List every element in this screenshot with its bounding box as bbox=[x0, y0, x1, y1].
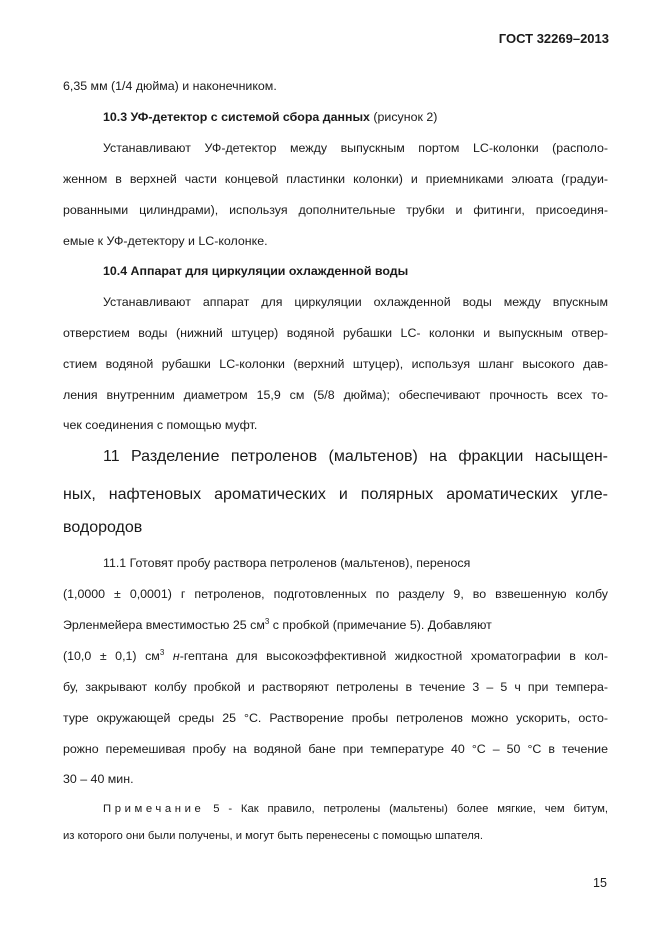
text-line: 11.1 Готовят пробу раствора петроленов (мальтенов), перенося bbox=[103, 556, 471, 570]
text-line: стием водяной рубашки LC-колонки (верхний штуцер), используя шланг высокого дав- bbox=[63, 357, 608, 371]
text-line: рованными цилиндрами), используя дополнительные трубки и фитинги, присоединя- bbox=[63, 203, 608, 217]
note-text: 5 - Как правило, петролены (мальтены) более мягкие, чем битум, bbox=[204, 803, 608, 815]
text-line: чек соединения с помощью муфт. bbox=[63, 418, 258, 432]
text-line: Устанавливают аппарат для циркуляции охлажденной воды между впускным bbox=[103, 295, 608, 309]
italic-fragment: н bbox=[172, 649, 180, 663]
section-11-heading-line: ных, нафтеновых ароматических и полярных ароматических угле- bbox=[63, 486, 608, 503]
text-fragment: Эрленмейера вместимостью 25 см bbox=[63, 618, 265, 632]
text-line: (1,0000 ± 0,0001) г петроленов, подготовленных по разделу 9, во взвешенную колбу bbox=[63, 587, 608, 601]
text-line: Устанавливают УФ-детектор между выпускным портом LC-колонки (располо- bbox=[103, 141, 608, 155]
text-line: 30 – 40 мин. bbox=[63, 772, 134, 786]
text-fragment: с пробкой (примечание 5). Добавляют bbox=[269, 618, 492, 632]
text-fragment: (10,0 ± 0,1) см bbox=[63, 649, 160, 663]
text-line: бу, закрывают колбу пробкой и растворяют петролены в течение 3 – 5 ч при темпера- bbox=[63, 680, 608, 694]
text-line bbox=[63, 617, 608, 633]
text-fragment bbox=[164, 649, 173, 663]
section-10-3-heading bbox=[103, 109, 608, 125]
section-title: 10.3 УФ-детектор с системой сбора данных bbox=[103, 110, 370, 124]
text-line: ления внутренним диаметром 15,9 см (5/8 дюйма); обеспечивают прочность всех то- bbox=[63, 388, 608, 402]
text-line: 6,35 мм (1/4 дюйма) и наконечником. bbox=[63, 79, 277, 93]
text-line: рожно перемешивая пробу на водяной бане при температуре 40 °С – 50 °С в течение bbox=[63, 742, 608, 756]
note-line bbox=[103, 801, 608, 817]
text-line: туре окружающей среды 25 °С. Растворение пробы петроленов можно ускорить, осто- bbox=[63, 711, 608, 725]
text-line: отверстием воды (нижний штуцер) водяной рубашки LC- колонки и выпускным отвер- bbox=[63, 326, 608, 340]
text-fragment: -гептана для высокоэффективной жидкостной хроматографии в кол- bbox=[179, 649, 608, 663]
section-11-heading-line: 11 Разделение петроленов (мальтенов) на фракции насыщен- bbox=[103, 448, 608, 465]
note-line: из которого они были получены, и могут быть перенесены с помощью шпателя. bbox=[63, 830, 484, 842]
superscript: 3 bbox=[159, 648, 165, 657]
figure-reference: (рисунок 2) bbox=[369, 110, 438, 124]
note-label: Примечание bbox=[103, 803, 205, 815]
page-number: 15 bbox=[593, 876, 607, 890]
superscript: 3 bbox=[264, 617, 270, 626]
text-line: емые к УФ-детектору и LC-колонке. bbox=[63, 234, 268, 248]
document-code-header: ГОСТ 32269–2013 bbox=[498, 31, 609, 46]
section-11-heading-line: водородов bbox=[63, 519, 143, 536]
section-10-4-heading: 10.4 Аппарат для циркуляции охлажденной воды bbox=[103, 264, 409, 278]
text-line: женном в верхней части концевой пластинки колонки) и приемниками элюата (градуи- bbox=[63, 172, 608, 186]
text-line bbox=[63, 648, 608, 664]
